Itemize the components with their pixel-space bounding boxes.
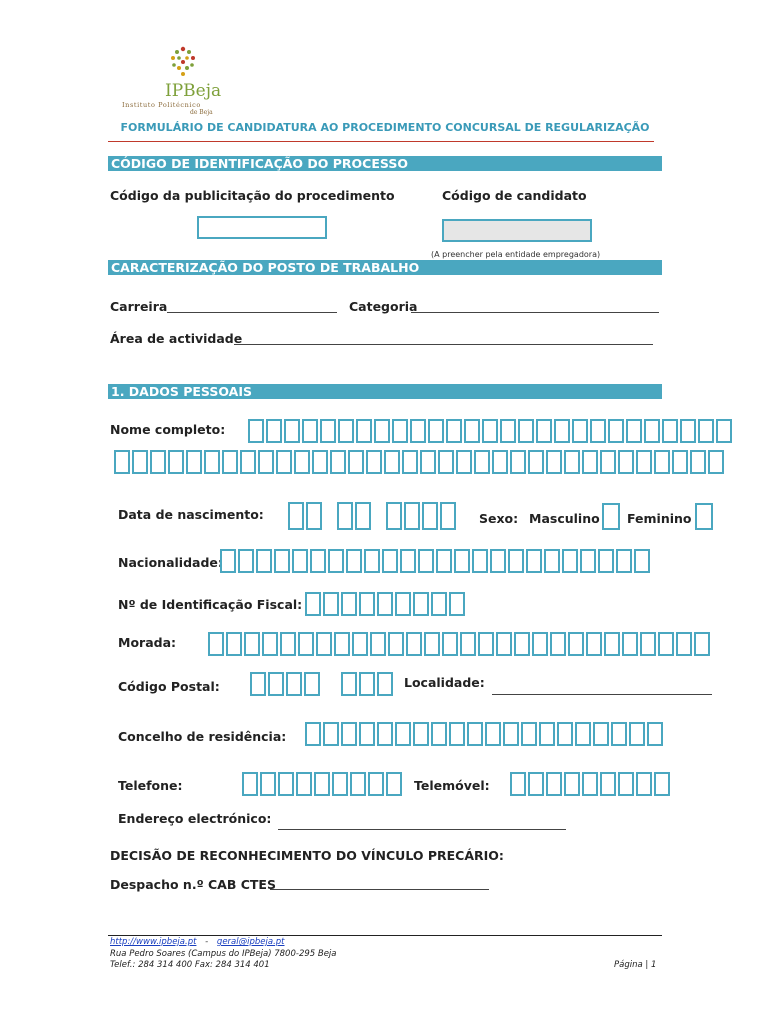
char-box[interactable] (208, 632, 224, 656)
char-box[interactable] (608, 419, 624, 443)
char-box[interactable] (258, 450, 274, 474)
cp-boxes-2[interactable] (341, 672, 395, 696)
categoria-field[interactable] (411, 298, 659, 313)
nacionalidade-boxes[interactable] (220, 549, 652, 573)
char-box[interactable] (359, 592, 375, 616)
char-box[interactable] (268, 672, 284, 696)
char-box[interactable] (304, 672, 320, 696)
char-box[interactable] (413, 722, 429, 746)
char-box[interactable] (168, 450, 184, 474)
char-box[interactable] (616, 549, 632, 573)
char-box[interactable] (359, 672, 375, 696)
section-personal-header: 1. DADOS PESSOAIS (108, 384, 662, 399)
char-box[interactable] (310, 549, 326, 573)
area-label: Área de actividade (110, 331, 243, 346)
char-box[interactable] (508, 549, 524, 573)
char-box[interactable] (593, 722, 609, 746)
char-box[interactable] (536, 419, 552, 443)
morada-boxes[interactable] (208, 632, 712, 656)
char-box[interactable] (644, 419, 660, 443)
char-box[interactable] (424, 632, 440, 656)
title-divider (108, 141, 654, 142)
char-box[interactable] (355, 502, 371, 530)
char-box[interactable] (636, 450, 652, 474)
char-box[interactable] (514, 632, 530, 656)
char-box[interactable] (377, 722, 393, 746)
char-box[interactable] (618, 772, 634, 796)
char-box[interactable] (500, 419, 516, 443)
char-box[interactable] (492, 450, 508, 474)
char-box[interactable] (449, 592, 465, 616)
char-box[interactable] (478, 632, 494, 656)
char-box[interactable] (446, 419, 462, 443)
char-box[interactable] (626, 419, 642, 443)
char-box[interactable] (306, 502, 322, 530)
char-box[interactable] (382, 549, 398, 573)
nasc-year-boxes[interactable] (386, 502, 458, 530)
carreira-label: Carreira (110, 299, 168, 314)
char-box[interactable] (260, 772, 276, 796)
telefone-label: Telefone: (118, 778, 183, 793)
char-box[interactable] (546, 772, 562, 796)
footer-website-link[interactable]: http://www.ipbeja.pt (110, 937, 197, 947)
char-box[interactable] (368, 772, 384, 796)
char-box[interactable] (586, 632, 602, 656)
nacionalidade-label: Nacionalidade: (118, 555, 223, 570)
char-box[interactable] (546, 450, 562, 474)
char-box[interactable] (422, 502, 438, 530)
char-box[interactable] (278, 772, 294, 796)
char-box[interactable] (490, 549, 506, 573)
logo-name: IPBeja (165, 81, 222, 101)
section-process-header: CÓDIGO DE IDENTIFICAÇÃO DO PROCESSO (108, 156, 662, 171)
char-box[interactable] (284, 419, 300, 443)
char-box[interactable] (356, 419, 372, 443)
char-box[interactable] (332, 772, 348, 796)
char-box[interactable] (400, 549, 416, 573)
char-box[interactable] (280, 632, 296, 656)
char-box[interactable] (629, 722, 645, 746)
footer-address: Rua Pedro Soares (Campus do IPBeja) 7800-295 Beja (110, 949, 337, 959)
char-box[interactable] (402, 450, 418, 474)
char-box[interactable] (672, 450, 688, 474)
char-box[interactable] (377, 672, 393, 696)
char-box[interactable] (604, 632, 620, 656)
char-box[interactable] (460, 632, 476, 656)
cand-code-note: (A preencher pela entidade empregadora) (431, 250, 601, 259)
section-post-header: CARACTERIZAÇÃO DO POSTO DE TRABALHO (108, 260, 662, 275)
char-box[interactable] (676, 632, 692, 656)
char-box[interactable] (485, 722, 501, 746)
logo-subtitle-2: de Beja (190, 109, 213, 116)
char-box[interactable] (377, 592, 393, 616)
char-box[interactable] (262, 632, 278, 656)
masculino-checkbox[interactable] (602, 503, 620, 530)
char-box[interactable] (359, 722, 375, 746)
char-box[interactable] (474, 450, 490, 474)
char-box[interactable] (564, 450, 580, 474)
char-box[interactable] (238, 549, 254, 573)
char-box[interactable] (323, 592, 339, 616)
char-box[interactable] (622, 632, 638, 656)
nome-label: Nome completo: (110, 422, 226, 437)
char-box[interactable] (518, 419, 534, 443)
char-box[interactable] (352, 632, 368, 656)
char-box[interactable] (482, 419, 498, 443)
char-box[interactable] (392, 419, 408, 443)
char-box[interactable] (346, 549, 362, 573)
char-box[interactable] (386, 772, 402, 796)
char-box[interactable] (550, 632, 566, 656)
cand-code-input (442, 219, 592, 242)
char-box[interactable] (634, 549, 650, 573)
area-field[interactable] (234, 330, 653, 345)
cand-code-label: Código de candidato (442, 188, 587, 203)
telefone-boxes[interactable] (242, 772, 404, 796)
char-box[interactable] (572, 419, 588, 443)
char-box[interactable] (600, 772, 616, 796)
char-box[interactable] (244, 632, 260, 656)
char-box[interactable] (454, 549, 470, 573)
char-box[interactable] (350, 772, 366, 796)
char-box[interactable] (266, 419, 282, 443)
telemovel-boxes[interactable] (510, 772, 672, 796)
char-box[interactable] (503, 722, 519, 746)
categoria-label: Categoria (349, 299, 418, 314)
char-box[interactable] (341, 672, 357, 696)
char-box[interactable] (404, 502, 420, 530)
char-box[interactable] (690, 450, 706, 474)
char-box[interactable] (436, 549, 452, 573)
char-box[interactable] (330, 450, 346, 474)
char-box[interactable] (240, 450, 256, 474)
char-box[interactable] (114, 450, 130, 474)
char-box[interactable] (438, 450, 454, 474)
char-box[interactable] (341, 722, 357, 746)
char-box[interactable] (598, 549, 614, 573)
char-box[interactable] (248, 419, 264, 443)
pub-code-input[interactable] (197, 216, 327, 239)
char-box[interactable] (250, 672, 266, 696)
char-box[interactable] (298, 632, 314, 656)
char-box[interactable] (395, 722, 411, 746)
char-box[interactable] (582, 450, 598, 474)
char-box[interactable] (286, 672, 302, 696)
char-box[interactable] (348, 450, 364, 474)
char-box[interactable] (288, 502, 304, 530)
nasc-month-boxes[interactable] (337, 502, 373, 530)
char-box[interactable] (314, 772, 330, 796)
char-box[interactable] (337, 502, 353, 530)
logo-subtitle-1: Instituto Politécnico (122, 101, 201, 109)
nif-label: Nº de Identificação Fiscal: (118, 597, 303, 612)
cp-label: Código Postal: (118, 679, 220, 694)
char-box[interactable] (472, 549, 488, 573)
char-box[interactable] (276, 450, 292, 474)
char-box[interactable] (440, 502, 456, 530)
footer-divider (108, 935, 662, 936)
char-box[interactable] (338, 419, 354, 443)
telemovel-label: Telemóvel: (414, 778, 490, 793)
char-box[interactable] (716, 419, 732, 443)
char-box[interactable] (521, 722, 537, 746)
char-box[interactable] (312, 450, 328, 474)
char-box[interactable] (647, 722, 663, 746)
logo (120, 45, 220, 117)
char-box[interactable] (364, 549, 380, 573)
char-box[interactable] (366, 450, 382, 474)
char-box[interactable] (388, 632, 404, 656)
decision-title: DECISÃO DE RECONHECIMENTO DO VÍNCULO PRECÁRIO: (110, 848, 504, 863)
char-box[interactable] (431, 722, 447, 746)
localidade-field[interactable] (492, 680, 712, 695)
char-box[interactable] (510, 772, 526, 796)
char-box[interactable] (428, 419, 444, 443)
char-box[interactable] (557, 722, 573, 746)
char-box[interactable] (582, 772, 598, 796)
char-box[interactable] (305, 722, 321, 746)
char-box[interactable] (226, 632, 242, 656)
char-box[interactable] (204, 450, 220, 474)
char-box[interactable] (320, 419, 336, 443)
char-box[interactable] (186, 450, 202, 474)
char-box[interactable] (323, 722, 339, 746)
char-box[interactable] (510, 450, 526, 474)
char-box[interactable] (680, 419, 696, 443)
despacho-label: Despacho n.º CAB CTES (110, 877, 276, 892)
char-box[interactable] (150, 450, 166, 474)
char-box[interactable] (539, 722, 555, 746)
despacho-field[interactable] (270, 875, 489, 890)
email-label: Endereço electrónico: (118, 811, 272, 826)
char-box[interactable] (370, 632, 386, 656)
masculino-label: Masculino (529, 511, 600, 526)
char-box[interactable] (528, 450, 544, 474)
char-box[interactable] (456, 450, 472, 474)
concelho-boxes[interactable] (305, 722, 665, 746)
char-box[interactable] (636, 772, 652, 796)
char-box[interactable] (544, 549, 560, 573)
char-box[interactable] (334, 632, 350, 656)
char-box[interactable] (256, 549, 272, 573)
char-box[interactable] (575, 722, 591, 746)
char-box[interactable] (328, 549, 344, 573)
char-box[interactable] (464, 419, 480, 443)
char-box[interactable] (528, 772, 544, 796)
char-box[interactable] (242, 772, 258, 796)
email-field[interactable] (278, 815, 566, 830)
char-box[interactable] (467, 722, 483, 746)
char-box[interactable] (654, 772, 670, 796)
char-box[interactable] (600, 450, 616, 474)
char-box[interactable] (220, 549, 236, 573)
concelho-label: Concelho de residência: (118, 729, 287, 744)
char-box[interactable] (410, 419, 426, 443)
nasc-day-boxes[interactable] (288, 502, 324, 530)
localidade-label: Localidade: (404, 675, 485, 690)
form-title: FORMULÁRIO DE CANDIDATURA AO PROCEDIMENTO CONCURSAL DE REGULARIZAÇÃO (120, 121, 650, 134)
char-box[interactable] (386, 502, 402, 530)
char-box[interactable] (564, 772, 580, 796)
char-box[interactable] (698, 419, 714, 443)
char-box[interactable] (222, 450, 238, 474)
char-box[interactable] (292, 549, 308, 573)
char-box[interactable] (554, 419, 570, 443)
char-box[interactable] (420, 450, 436, 474)
char-box[interactable] (449, 722, 465, 746)
char-box[interactable] (296, 772, 312, 796)
char-box[interactable] (654, 450, 670, 474)
char-box[interactable] (341, 592, 357, 616)
char-box[interactable] (305, 592, 321, 616)
char-box[interactable] (294, 450, 310, 474)
footer-contacts: Telef.: 284 314 400 Fax: 284 314 401 (110, 960, 270, 970)
footer-separator: - (205, 937, 209, 947)
sexo-label: Sexo: (479, 511, 519, 526)
char-box[interactable] (395, 592, 411, 616)
logo-mark-icon (168, 45, 198, 79)
nasc-label: Data de nascimento: (118, 507, 264, 522)
char-box[interactable] (418, 549, 434, 573)
char-box[interactable] (406, 632, 422, 656)
nome-boxes-row-1[interactable] (248, 419, 734, 443)
char-box[interactable] (640, 632, 656, 656)
footer-page: Página | 1 (614, 960, 657, 970)
char-box[interactable] (562, 549, 578, 573)
char-box[interactable] (708, 450, 724, 474)
char-box[interactable] (374, 419, 390, 443)
char-box[interactable] (580, 549, 596, 573)
cp-boxes-1[interactable] (250, 672, 322, 696)
char-box[interactable] (496, 632, 512, 656)
char-box[interactable] (568, 632, 584, 656)
feminino-checkbox[interactable] (695, 503, 713, 530)
char-box[interactable] (413, 592, 429, 616)
nome-boxes-row-2[interactable] (114, 450, 726, 474)
feminino-label: Feminino (627, 511, 692, 526)
morada-label: Morada: (118, 635, 177, 650)
char-box[interactable] (274, 549, 290, 573)
char-box[interactable] (132, 450, 148, 474)
char-box[interactable] (442, 632, 458, 656)
char-box[interactable] (532, 632, 548, 656)
carreira-field[interactable] (167, 298, 337, 313)
char-box[interactable] (302, 419, 318, 443)
char-box[interactable] (526, 549, 542, 573)
char-box[interactable] (611, 722, 627, 746)
char-box[interactable] (590, 419, 606, 443)
pub-code-label: Código da publicitação do procedimento (110, 188, 395, 203)
char-box[interactable] (662, 419, 678, 443)
char-box[interactable] (618, 450, 634, 474)
nif-boxes[interactable] (305, 592, 467, 616)
char-box[interactable] (658, 632, 674, 656)
char-box[interactable] (384, 450, 400, 474)
footer-email-link[interactable]: geral@ipbeja.pt (216, 937, 285, 947)
char-box[interactable] (431, 592, 447, 616)
char-box[interactable] (316, 632, 332, 656)
char-box[interactable] (694, 632, 710, 656)
